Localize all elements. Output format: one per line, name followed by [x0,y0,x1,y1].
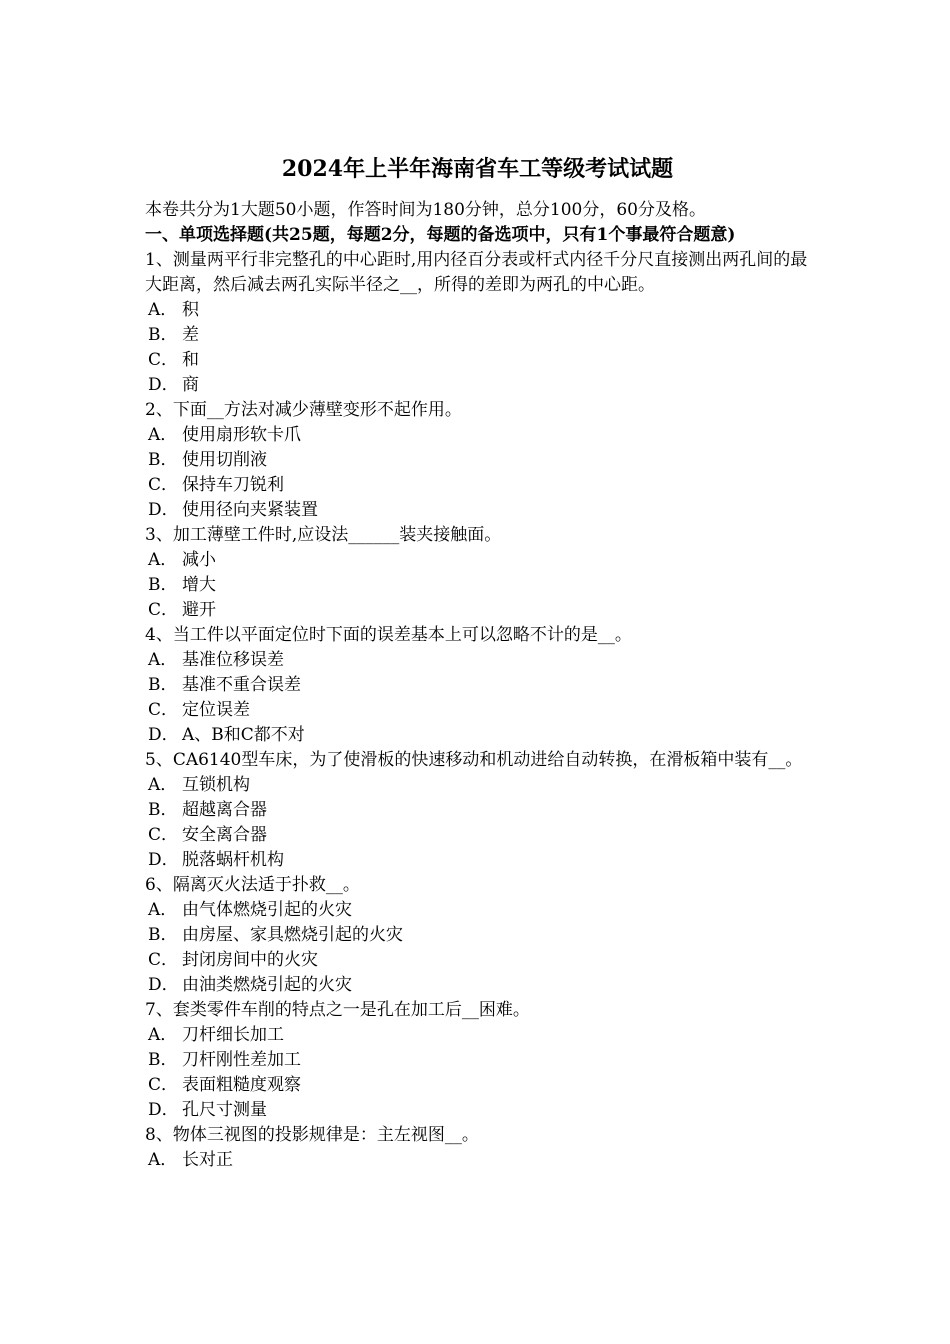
answer-option [145,573,810,598]
question-item [145,873,810,998]
question-text: 2、下面__方法对减少薄壁变形不起作用。 [145,400,462,420]
answer-option [145,923,810,948]
answer-option [145,698,810,723]
option-text: 孔尺寸测量 [182,1100,267,1120]
answer-option [145,448,810,473]
option-text: 使用径向夹紧装置 [182,500,318,520]
answer-option [145,1048,810,1073]
question-item [145,248,810,398]
answer-option [145,298,810,323]
option-text: 基准不重合误差 [182,675,301,695]
option-letter: A． [148,550,178,570]
question-text: 7、套类零件车削的特点之一是孔在加工后__困难。 [145,1000,530,1020]
question-text: 4、当工件以平面定位时下面的误差基本上可以忽略不计的是__。 [145,625,632,645]
option-letter: B． [148,450,178,470]
option-text: 脱落蜗杆机构 [182,850,284,870]
question-text: 6、隔离灭火法适于扑救__。 [145,875,360,895]
option-text: A、B和C都不对 [182,725,305,745]
option-letter: D． [148,850,179,870]
option-text: 积 [182,300,199,320]
question-text: 5、CA6140型车床，为了使滑板的快速移动和机动进给自动转换，在滑板箱中装有__。 [145,750,803,770]
answer-option [145,423,810,448]
option-text: 避开 [182,600,216,620]
option-letter: C． [148,950,179,970]
option-letter: B． [148,325,178,345]
answer-option [145,723,810,748]
question-item [145,623,810,748]
option-letter: C． [148,825,179,845]
option-letter: A． [148,425,178,445]
option-text: 由气体燃烧引起的火灾 [182,900,352,920]
option-letter: A． [148,900,178,920]
answer-option [145,323,810,348]
option-letter: D． [148,500,179,520]
question-list [145,248,810,1173]
option-letter: A． [148,1150,178,1170]
option-text: 使用扇形软卡爪 [182,425,301,445]
answer-option [145,373,810,398]
answer-option [145,798,810,823]
answer-option [145,673,810,698]
option-letter: D． [148,375,179,395]
document-content [145,152,810,1173]
option-letter: A． [148,775,178,795]
option-letter: C． [148,600,179,620]
option-letter: C． [148,700,179,720]
option-text: 超越离合器 [182,800,267,820]
option-text: 安全离合器 [182,825,267,845]
answer-option [145,1073,810,1098]
question-text: 8、物体三视图的投影规律是：主左视图__。 [145,1125,479,1145]
question-text: 1、测量两平行非完整孔的中心距时,用内径百分表或杆式内径千分尺直接测出两孔间的最大距离，然后减去两孔实际半径之__，所得的差即为两孔的中心距。 [145,250,808,295]
question-item [145,523,810,623]
answer-option [145,1023,810,1048]
section-heading: 一、单项选择题(共25题，每题2分，每题的备选项中，只有1个事最符合题意) [145,225,736,245]
answer-option [145,598,810,623]
option-letter: B． [148,800,178,820]
question-item [145,998,810,1123]
option-text: 减小 [182,550,216,570]
answer-option [145,348,810,373]
option-text: 刀杆刚性差加工 [182,1050,301,1070]
option-letter: C． [148,350,179,370]
option-text: 由房屋、家具燃烧引起的火灾 [182,925,403,945]
answer-option [145,1098,810,1123]
option-text: 商 [182,375,199,395]
answer-option [145,473,810,498]
option-letter: B． [148,925,178,945]
option-letter: B． [148,1050,178,1070]
option-letter: B． [148,675,178,695]
answer-option [145,948,810,973]
option-letter: B． [148,575,178,595]
option-text: 增大 [182,575,216,595]
option-letter: C． [148,1075,179,1095]
option-text: 由油类燃烧引起的火灾 [182,975,352,995]
answer-option [145,548,810,573]
option-text: 长对正 [182,1150,233,1170]
answer-option [145,848,810,873]
exam-intro: 本卷共分为1大题50小题，作答时间为180分钟，总分100分，60分及格。 [145,200,706,220]
answer-option [145,1148,810,1173]
option-text: 基准位移误差 [182,650,284,670]
option-text: 封闭房间中的火灾 [182,950,318,970]
option-text: 表面粗糙度观察 [182,1075,301,1095]
answer-option [145,973,810,998]
option-letter: C． [148,475,179,495]
option-text: 保持车刀锐利 [182,475,284,495]
option-letter: A． [148,1025,178,1045]
answer-option [145,498,810,523]
option-text: 定位误差 [182,700,250,720]
question-item [145,398,810,523]
document-title: 2024年上半年海南省车工等级考试试题 [281,156,674,182]
answer-option [145,773,810,798]
option-text: 和 [182,350,199,370]
option-letter: D． [148,725,179,745]
question-text: 3、加工薄壁工件时,应设法______装夹接触面。 [145,525,502,545]
answer-option [145,898,810,923]
question-item [145,748,810,873]
answer-option [145,823,810,848]
option-text: 差 [182,325,199,345]
question-item [145,1123,810,1173]
option-text: 互锁机构 [182,775,250,795]
answer-option [145,648,810,673]
option-letter: A． [148,300,178,320]
option-text: 刀杆细长加工 [182,1025,284,1045]
option-letter: A． [148,650,178,670]
option-letter: D． [148,975,179,995]
option-text: 使用切削液 [182,450,267,470]
option-letter: D． [148,1100,179,1120]
